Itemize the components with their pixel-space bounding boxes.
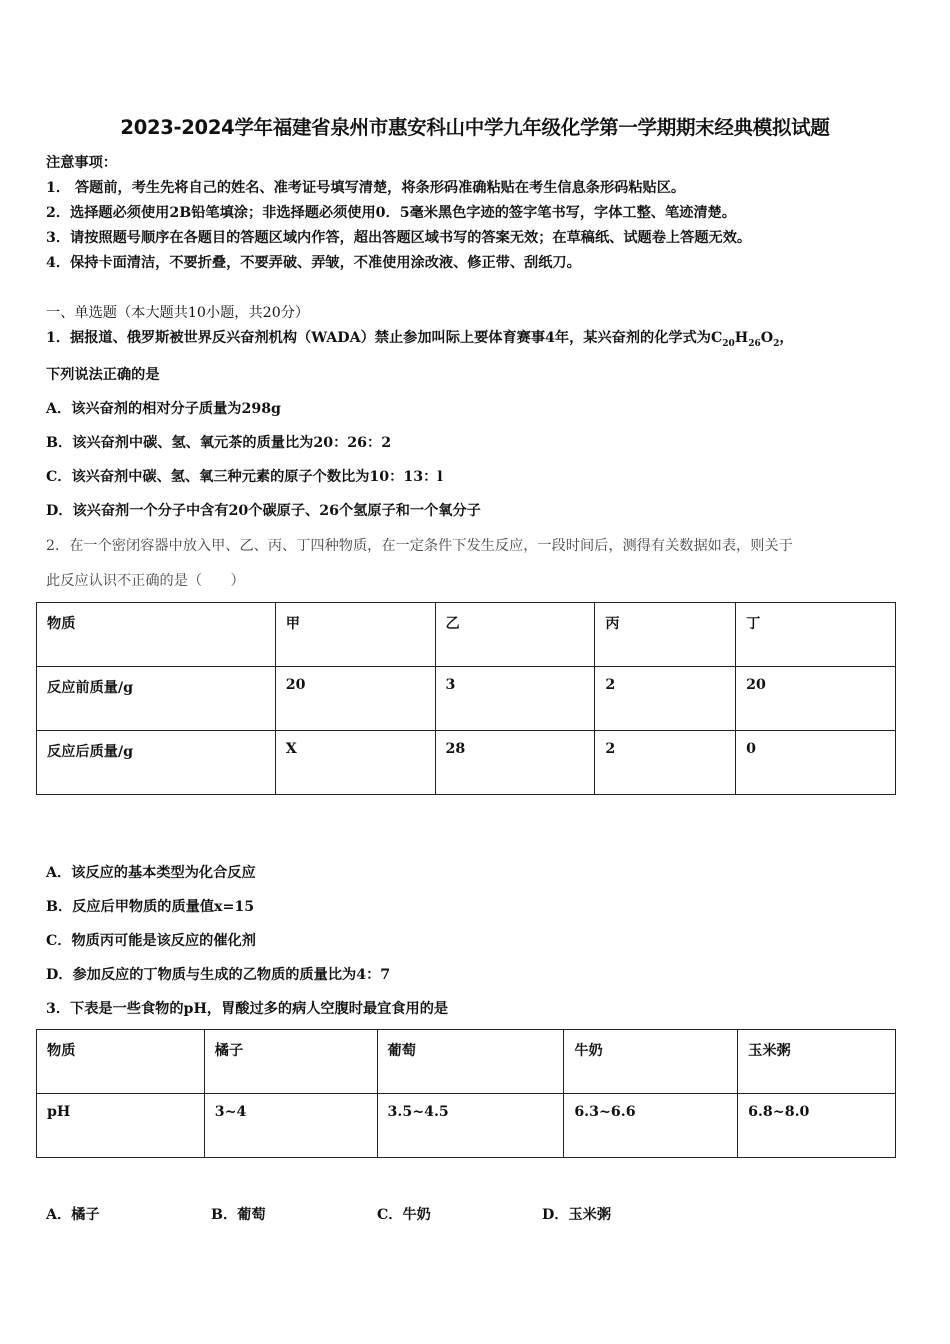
table-cell: X [275,731,435,795]
table-cell: 反应后质量/g [37,731,276,795]
table-cell: 3~4 [204,1094,377,1158]
q3-option-a: A．橘子 [46,1207,100,1223]
notice-item-1: 1． 答题前，考生先将自己的姓名、准考证号填写清楚，将条形码准确粘贴在考生信息条形码粘贴区。 [46,180,686,196]
q2-table [36,602,896,795]
table-cell: pH [37,1094,205,1158]
table-cell: 玉米粥 [738,1030,896,1094]
q2-option-b: B．反应后甲物质的质量值x=15 [46,899,255,915]
table-cell: 28 [435,731,595,795]
notice-item-2: 2．选择题必须使用2B铅笔填涂；非选择题必须使用0．5毫米黑色字迹的签字笔书写，字体工整、笔迹清楚。 [46,205,736,221]
table-cell: 甲 [275,603,435,667]
q1-stem-2: 下列说法正确的是 [46,367,160,383]
q1-option-b: B．该兴奋剂中碳、氢、氧元茶的质量比为20：26：2 [46,435,392,451]
q1-option-a: A．该兴奋剂的相对分子质量为298g [46,401,281,417]
table-row [37,667,896,731]
table-cell: 物质 [37,1030,205,1094]
table-cell: 3 [435,667,595,731]
table-row [37,603,896,667]
table-cell: 3.5~4.5 [377,1094,564,1158]
table-row [37,1094,896,1158]
q1-stem: 1．据报道、俄罗斯被世界反兴奋剂机构（WADA）禁止参加叫际上要体育赛事4年，某兴奋剂的化学式为$C_{20}H_{26}O_2$， [46,330,794,349]
page-title: 2023-2024学年福建省泉州市惠安科山中学九年级化学第一学期期末经典模拟试题 [120,116,830,139]
table-cell: 20 [736,667,896,731]
table-cell: 牛奶 [564,1030,738,1094]
q3-table [36,1029,896,1158]
table-cell: 物质 [37,603,276,667]
q2-stem-2: 此反应认识不正确的是（ ） [46,573,245,589]
table-cell: 丙 [595,603,736,667]
section-heading: 一、单选题（本大题共10小题，共20分） [46,305,310,321]
table-cell: 6.8~8.0 [738,1094,896,1158]
table-cell: 丁 [736,603,896,667]
notice-heading: 注意事项： [46,155,117,171]
table-cell: 6.3~6.6 [564,1094,738,1158]
table-row [37,731,896,795]
table-cell: 橘子 [204,1030,377,1094]
q3-option-b: B．葡萄 [211,1207,266,1223]
q2-option-d: D．参加反应的丁物质与生成的乙物质的质量比为4：7 [46,967,391,983]
q3-stem: 3．下表是一些食物的pH，胃酸过多的病人空腹时最宜食用的是 [46,1001,449,1017]
table-cell: 葡萄 [377,1030,564,1094]
table-row [37,1030,896,1094]
q2-stem-1: 2．在一个密闭容器中放入甲、乙、丙、丁四种物质，在一定条件下发生反应，一段时间后，测得有关数据如表，则关于 [46,538,793,554]
q1-option-c: C．该兴奋剂中碳、氢、氧三种元素的原子个数比为10：13：l [46,469,443,485]
table-cell: 2 [595,667,736,731]
notice-item-3: 3．请按照题号顺序在各题目的答题区域内作答，超出答题区域书写的答案无效；在草稿纸、试题卷上答题无效。 [46,230,752,246]
table-cell: 乙 [435,603,595,667]
q3-option-d: D．玉米粥 [542,1207,612,1223]
table-cell: 20 [275,667,435,731]
q2-option-a: A．该反应的基本类型为化合反应 [46,865,256,881]
q2-option-c: C．物质丙可能是该反应的催化剂 [46,933,256,949]
q3-option-c: C．牛奶 [377,1207,431,1223]
table-cell: 反应前质量/g [37,667,276,731]
table-cell: 2 [595,731,736,795]
notice-item-4: 4．保持卡面清洁，不要折叠，不要弄破、弄皱，不准使用涂改液、修正带、刮纸刀。 [46,255,581,271]
q1-option-d: D．该兴奋剂一个分子中含有20个碳原子、26个氢原子和一个氧分子 [46,503,481,519]
table-cell: 0 [736,731,896,795]
